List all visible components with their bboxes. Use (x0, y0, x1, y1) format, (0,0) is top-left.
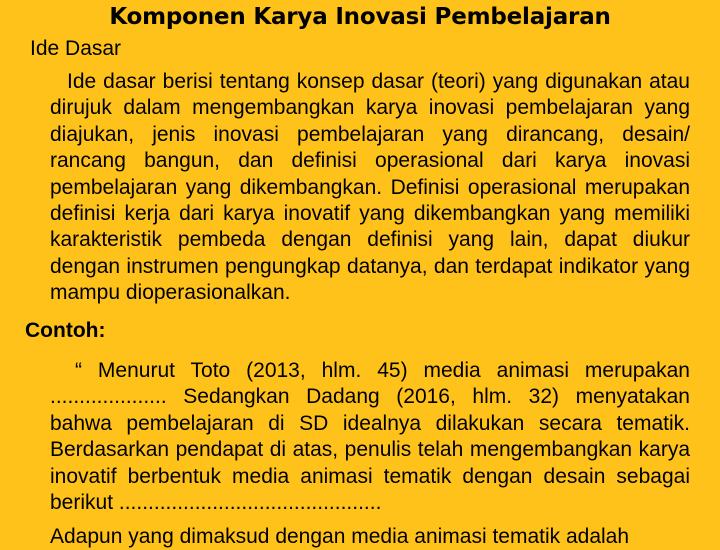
section-paragraph (50, 69, 690, 307)
example-paragraph-text: “ Menurut Toto (2013, hlm. 45) media animasi merupakan .................... Sedangkan Dadang (2016, hlm. 32) menyatakan bahwa pembelajaran di SD idealnya dilakukan secara tematik. Berdasarkan pendapat di atas, penulis telah mengembangkan karya inovatif berbentuk media animasi tematik dengan desain sebagai berikut ............................................. (50, 359, 690, 515)
example-paragraph (50, 358, 690, 516)
section-heading: Ide Dasar (30, 37, 122, 60)
example-heading: Contoh: (25, 319, 106, 342)
section-paragraph-text: Ide dasar berisi tentang konsep dasar (teori) yang digunakan atau dirujuk dalam mengembangkan karya inovasi pembelajaran yang diajukan, jenis inovasi pembelajaran yang dirancang, desain/ rancang bangun, dan definisi operasional dari karya inovasi pembelajaran yang dikembangkan. Definisi operasional merupakan definisi kerja dari karya inovatif yang dikembangkan yang memiliki karakteristik pembeda dengan definisi yang lain, dapat diukur dengan instrumen pengungkap datanya, dan terdapat indikator yang mampu dioperasionalkan. (50, 70, 690, 305)
slide-title: Komponen Karya Inovasi Pembelajaran (109, 4, 611, 30)
cut-off-line: Adapun yang dimaksud dengan media animasi tematik adalah (50, 525, 630, 548)
